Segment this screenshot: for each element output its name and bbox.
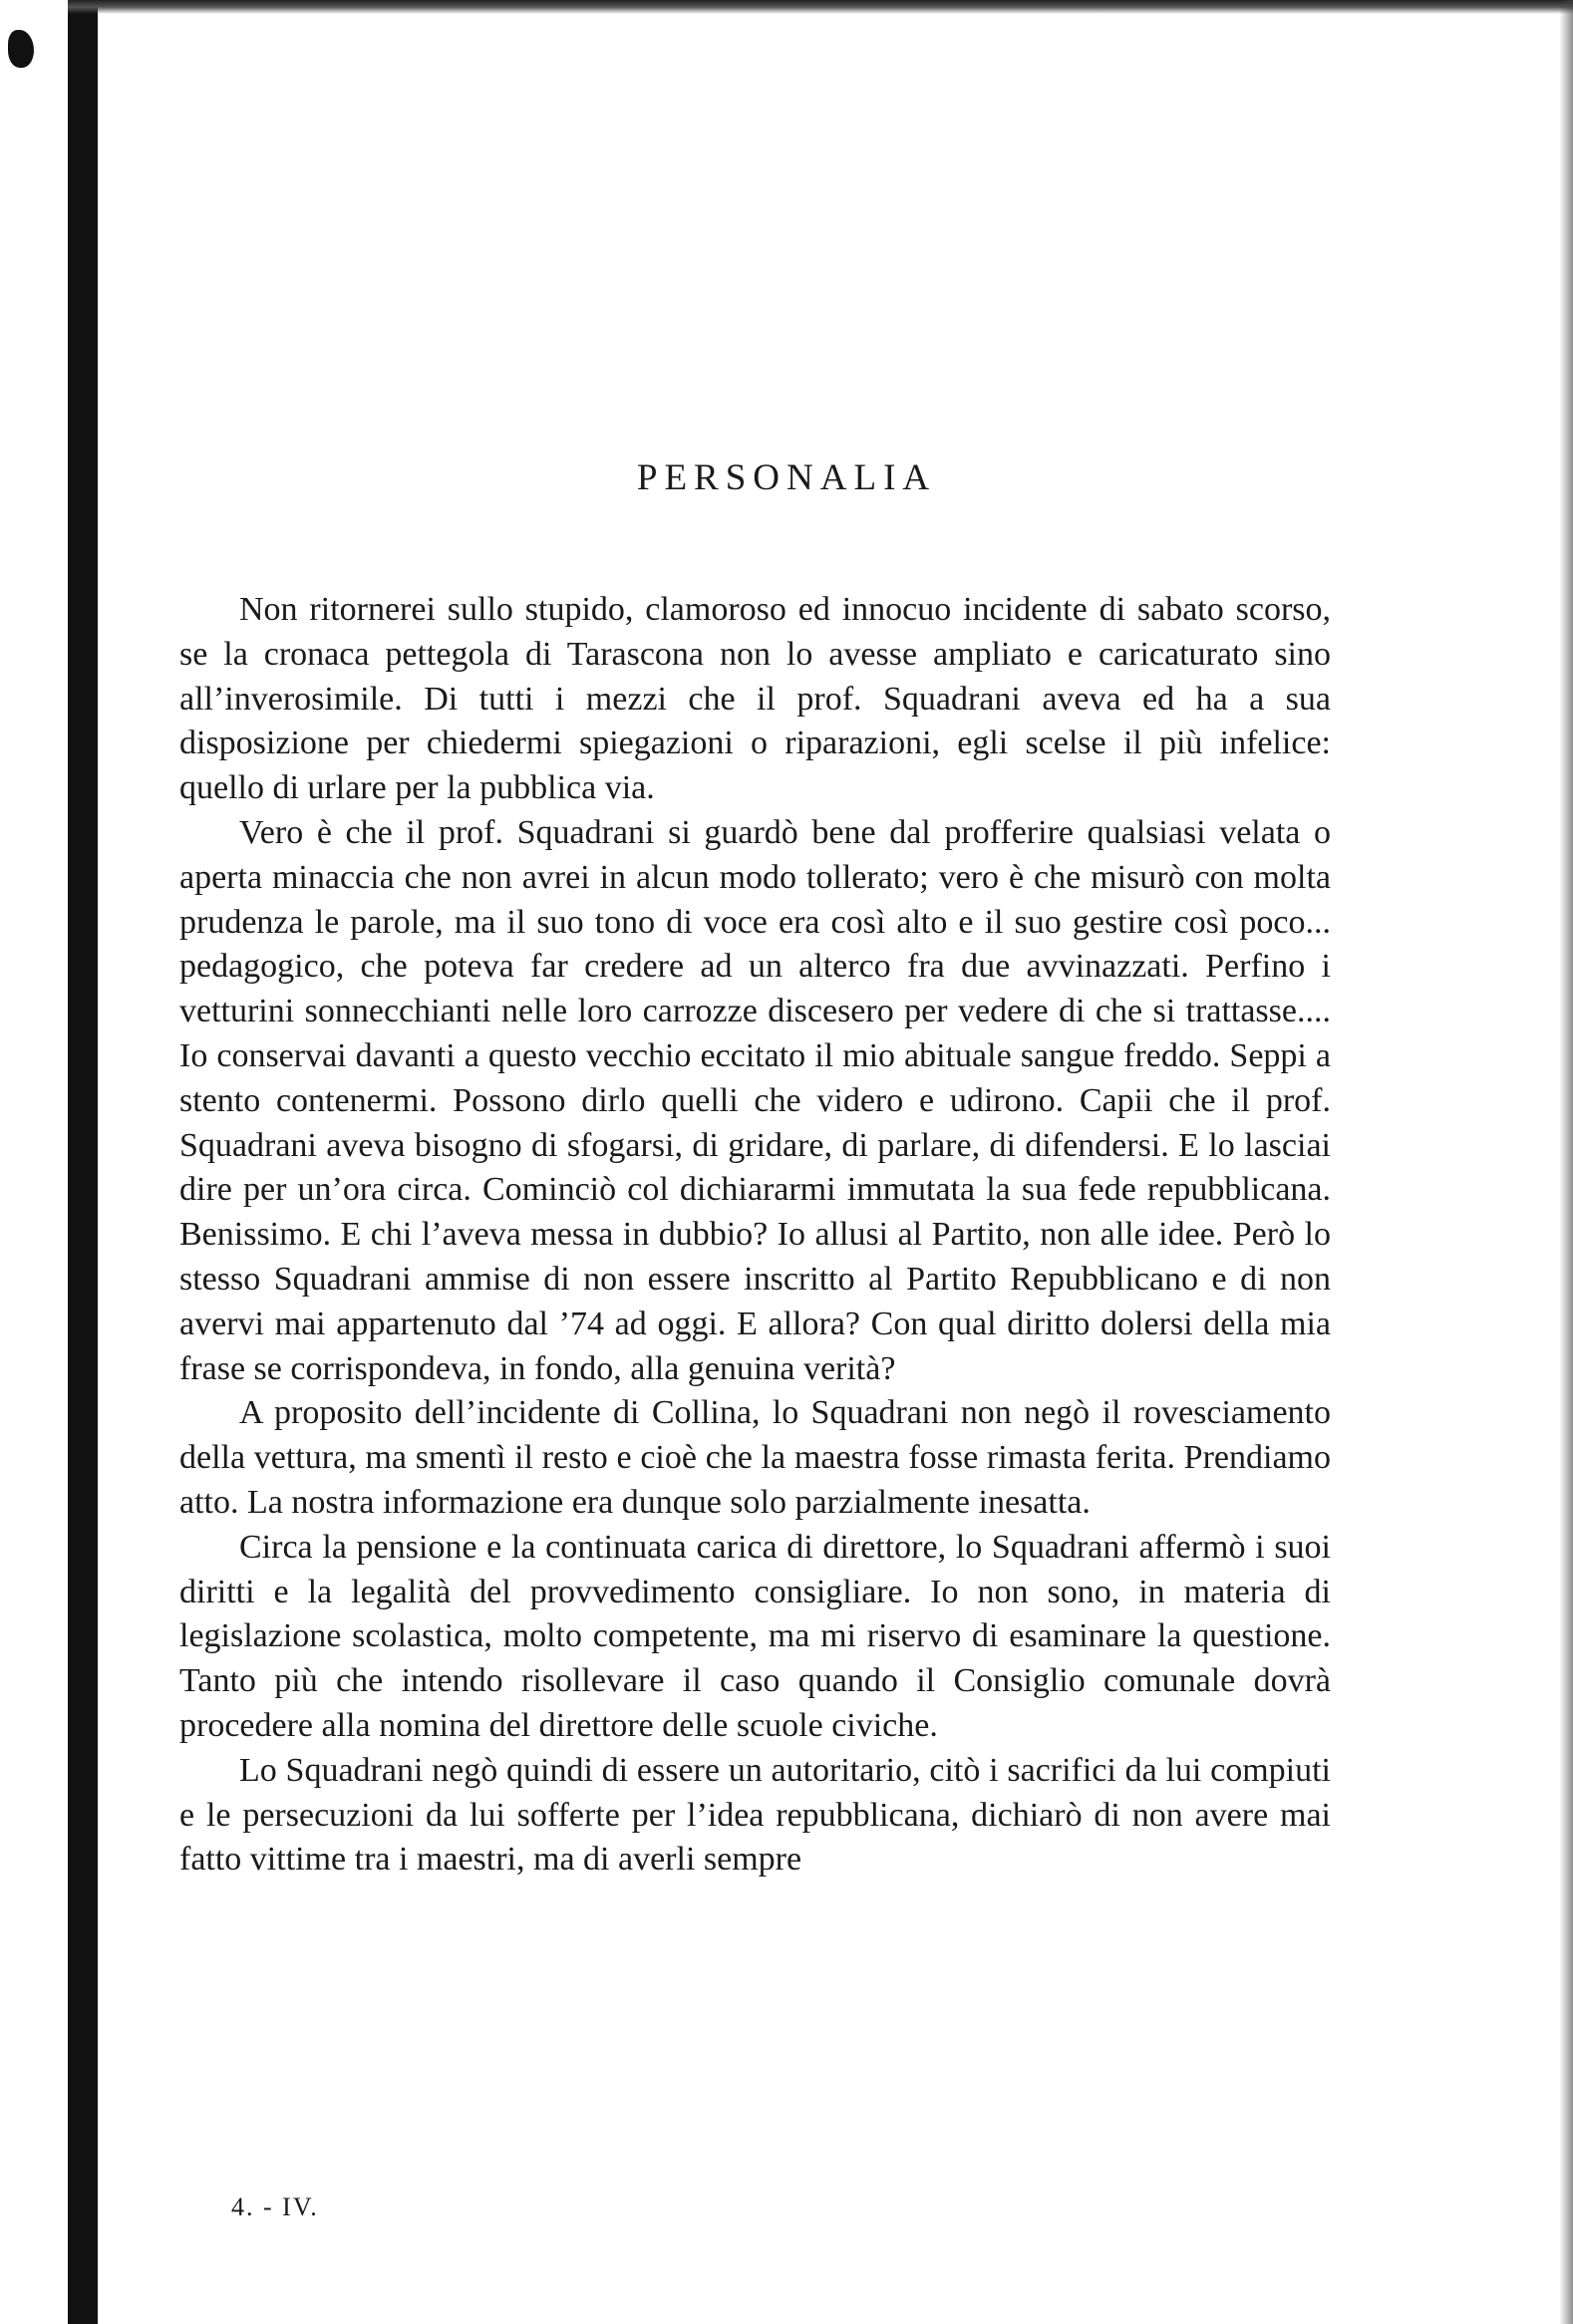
paragraph: Circa la pensione e la continuata carica di direttore, lo Squadrani affermò i suoi diritti e la legalità del provvedimento consigliare. Io non sono, in materia di legislazione scolastica, molto competente, ma mi riservo di esaminare la questione. Tanto più che intendo risollevare il caso quando il Consiglio comunale dovrà procedere alla nomina del direttore delle scuole civiche. bbox=[179, 1528, 1331, 1744]
scan-left-border bbox=[68, 0, 98, 2324]
paragraph: A proposito dell’incidente di Collina, lo Squadrani non negò il rovesciamento della vettura, ma smentì il resto e cioè che la maestra fosse rimasta ferita. Prendiamo atto. La nostra informazione era dunque solo parzialmente inesatta. bbox=[179, 1394, 1331, 1521]
paragraph: Lo Squadrani negò quindi di essere un autoritario, citò i sacrifici da lui compiuti e le persecuzioni da lui sofferte per l’idea repubblicana, dichiarò di non avere mai fatto vittime tra i maestri, ma di averli sempre bbox=[179, 1751, 1331, 1879]
scan-top-border bbox=[68, 0, 1573, 14]
page-signature: 4. - IV. bbox=[231, 2192, 319, 2221]
page-title: PERSONALIA bbox=[636, 457, 937, 498]
scan-right-border bbox=[1559, 0, 1573, 2324]
scan-mark bbox=[8, 30, 34, 68]
paragraph: Non ritornerei sullo stupido, clamoroso ed innocuo incidente di sabato scorso, se la cronaca pettegola di Tarascona non lo avesse ampliato e caricaturato sino all’inverosimile. Di tutti i mezzi che il prof. Squadrani aveva ed ha a sua disposizione per chiedermi spiegazioni o riparazioni, egli scelse il più infelice: quello di urlare per la pubblica via. bbox=[179, 591, 1331, 807]
paragraph: Vero è che il prof. Squadrani si guardò bene dal profferire qualsiasi velata o aperta minaccia che non avrei in alcun modo tollerato; vero è che misurò con molta prudenza le parole, ma il suo tono di voce era così alto e il suo gestire così poco... pedagogico, che poteva far credere ad un alterco fra due avvinazzati. Perfino i vetturini sonnecchianti nelle loro carrozze discesero per vedere di che si trattasse.... Io conservai davanti a questo vecchio eccitato il mio abituale sangue freddo. Seppi a stento contenermi. Possono dirlo quelli che videro e udirono. Capii che il prof. Squadrani aveva bisogno di sfogarsi, di gridare, di parlare, di difendersi. E lo lasciai dire per un’ora circa. Cominciò col dichiararmi immutata la sua fede repubblicana. Benissimo. E chi l’aveva messa in dubbio? Io allusi al Partito, non alle idee. Però lo stesso Squadrani ammise di non essere inscritto al Partito Repubblicano e di non avervi mai appartenuto dal ’74 ad oggi. E allora? Con qual diritto dolersi della mia frase se corrispondeva, in fondo, alla genuina verità? bbox=[179, 813, 1331, 1387]
article-body bbox=[179, 588, 1331, 1883]
